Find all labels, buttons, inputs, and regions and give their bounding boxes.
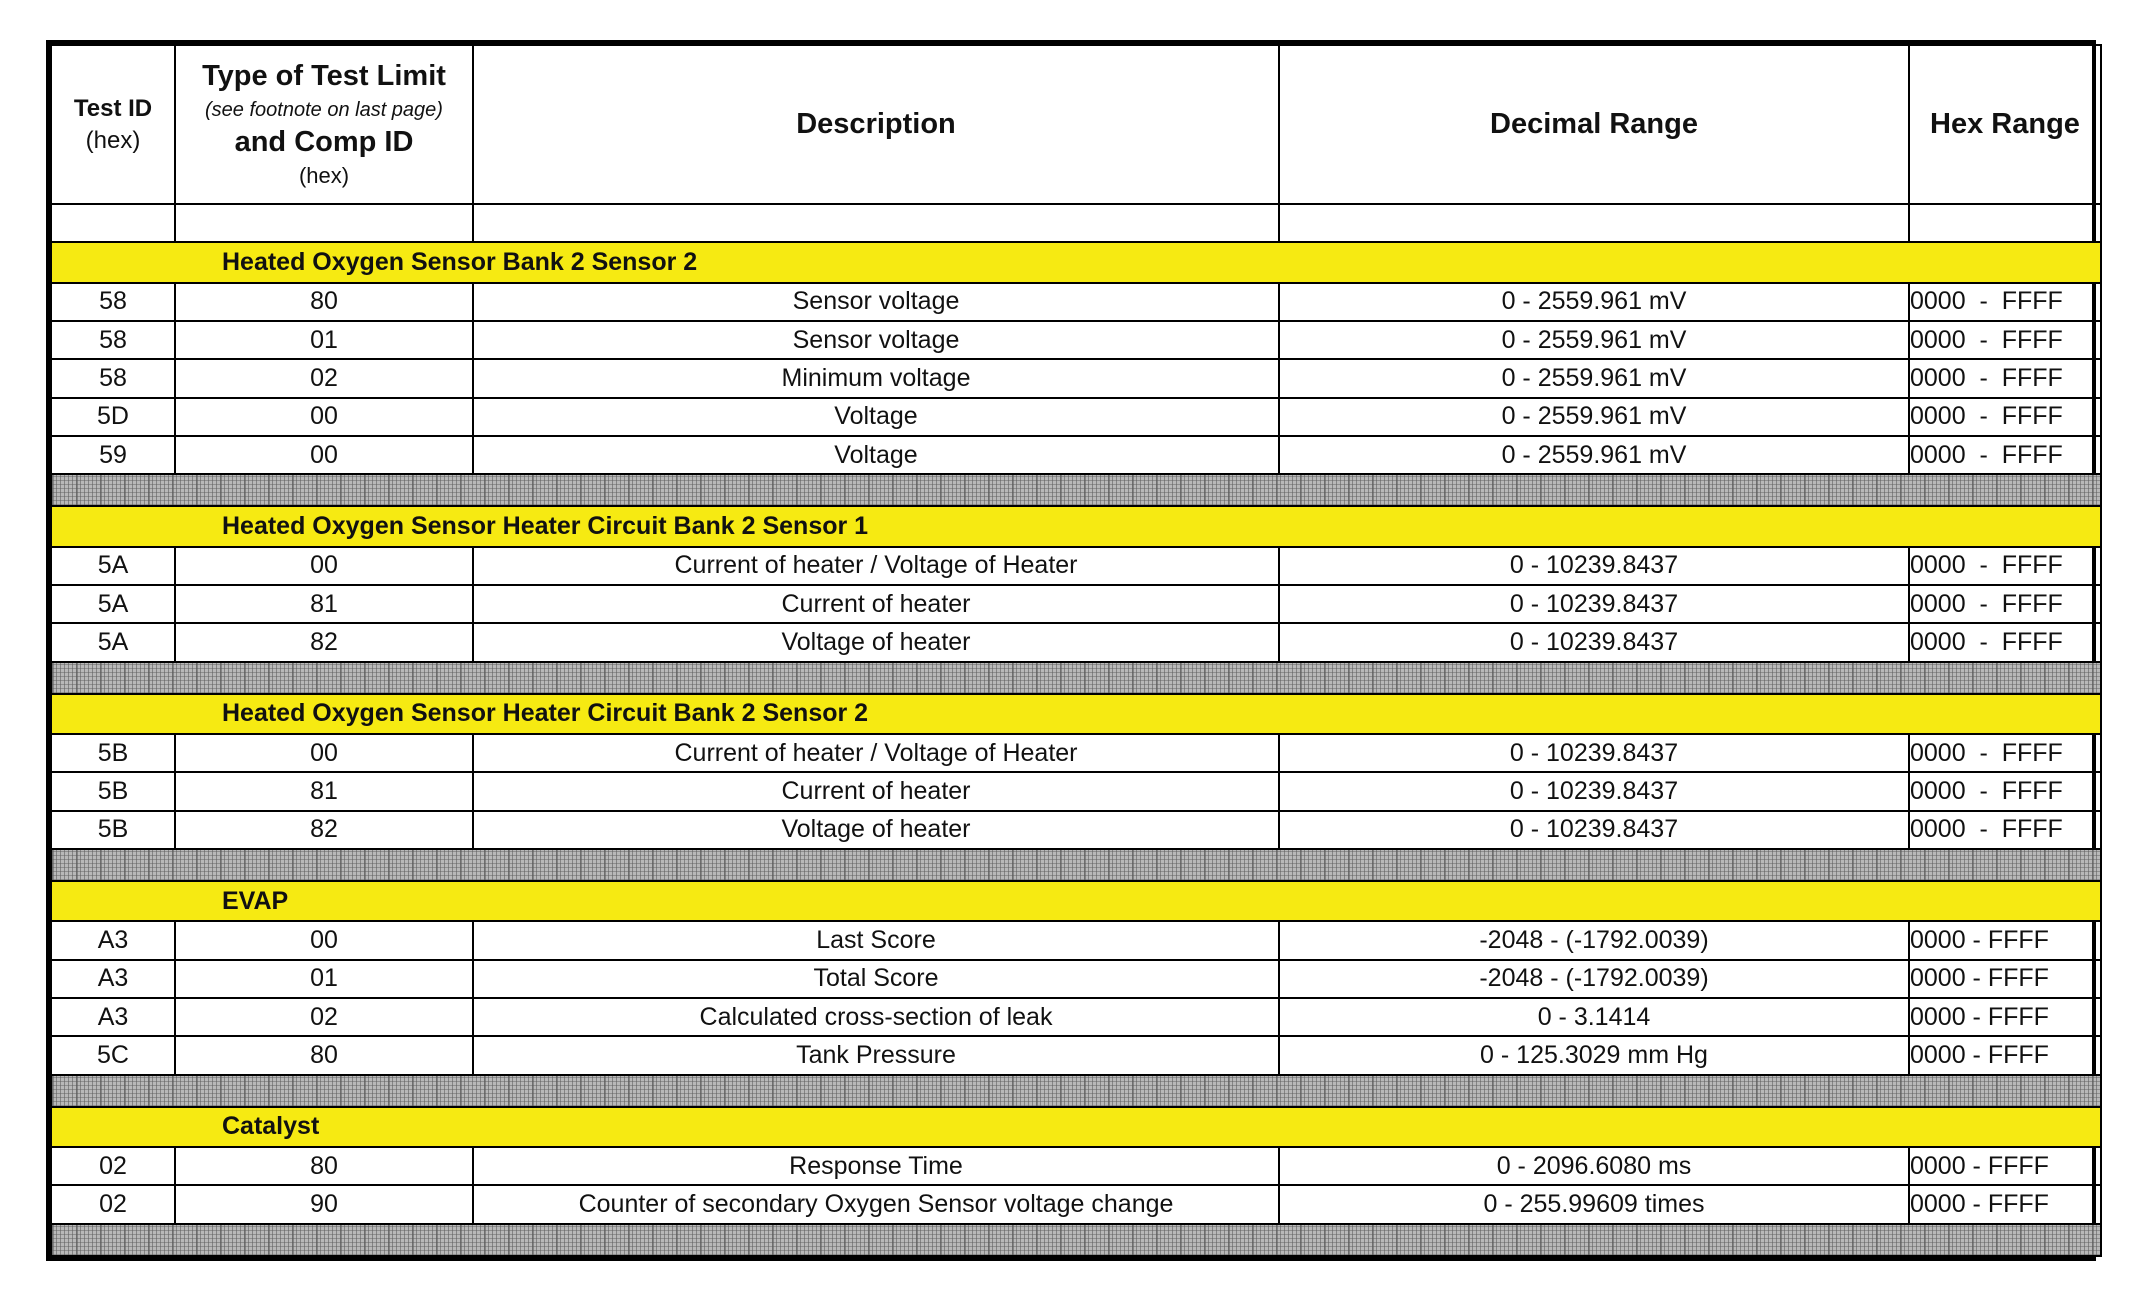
hex-range-cell: 0000 - FFFF (1909, 734, 2101, 772)
blank-cell (1279, 204, 1909, 242)
header-type-title: Type of Test Limit (202, 60, 446, 93)
comp-id-cell: 90 (175, 1185, 473, 1223)
section-title-cell (51, 242, 2101, 282)
hex-range-cell: 0000 - FFFF (1909, 283, 2101, 321)
decimal-range-cell: 0 - 10239.8437 (1279, 585, 1909, 623)
table-row (51, 811, 2101, 849)
table-row (51, 1036, 2101, 1074)
hex-range-cell: 0000 - FFFF (1909, 398, 2101, 436)
decimal-range-cell: 0 - 2559.961 mV (1279, 436, 1909, 474)
header-type-note: (see footnote on last page) (205, 99, 443, 122)
decimal-range-cell: 0 - 10239.8437 (1279, 772, 1909, 810)
hex-range-cell: 0000 - FFFF (1909, 1147, 2101, 1185)
decimal-range-cell: 0 - 3.1414 (1279, 998, 1909, 1036)
section-title-cell (51, 1107, 2101, 1147)
header-hex-range (1909, 45, 2101, 204)
decimal-range-cell: 0 - 10239.8437 (1279, 734, 1909, 772)
header-hex-range-label: Hex Range (1930, 108, 2080, 141)
hex-range-cell: 0000 - FFFF (1909, 359, 2101, 397)
description-cell: Total Score (473, 960, 1279, 998)
table-body (51, 45, 2101, 1256)
header-decimal-range (1279, 45, 1909, 204)
table-row (51, 921, 2101, 959)
header-description (473, 45, 1279, 204)
description-cell: Last Score (473, 921, 1279, 959)
section-header-row (51, 881, 2101, 921)
test-id-cell: 58 (51, 321, 175, 359)
description-cell: Response Time (473, 1147, 1279, 1185)
test-limit-sheet (46, 40, 2096, 1261)
hex-range-cell: 0000 - FFFF (1909, 998, 2101, 1036)
test-id-cell: 5B (51, 734, 175, 772)
description-cell: Current of heater (473, 585, 1279, 623)
table-row (51, 283, 2101, 321)
section-header-row (51, 694, 2101, 734)
separator-row (51, 849, 2101, 881)
test-id-cell: A3 (51, 960, 175, 998)
comp-id-cell: 00 (175, 398, 473, 436)
table-row (51, 960, 2101, 998)
hex-range-cell: 0000 - FFFF (1909, 921, 2101, 959)
description-cell: Minimum voltage (473, 359, 1279, 397)
section-title-cell (51, 881, 2101, 921)
description-cell: Current of heater / Voltage of Heater (473, 547, 1279, 585)
description-cell: Voltage of heater (473, 623, 1279, 661)
hex-range-cell: 0000 - FFFF (1909, 623, 2101, 661)
section-header-row (51, 242, 2101, 282)
header-type-comp-id (175, 45, 473, 204)
description-cell: Voltage (473, 436, 1279, 474)
section-title-cell (51, 694, 2101, 734)
section-header-row (51, 1107, 2101, 1147)
test-id-cell: 5A (51, 623, 175, 661)
hex-range-cell: 0000 - FFFF (1909, 772, 2101, 810)
comp-id-cell: 81 (175, 772, 473, 810)
section-title: Heated Oxygen Sensor Heater Circuit Bank 2 Sensor 1 (222, 512, 869, 541)
decimal-range-cell: -2048 - (-1792.0039) (1279, 960, 1909, 998)
header-test-id (51, 45, 175, 204)
test-id-cell: 58 (51, 283, 175, 321)
blank-row (51, 204, 2101, 242)
description-cell: Sensor voltage (473, 321, 1279, 359)
header-test-id-sub: (hex) (85, 126, 141, 154)
table-row (51, 436, 2101, 474)
description-cell: Tank Pressure (473, 1036, 1279, 1074)
description-cell: Current of heater / Voltage of Heater (473, 734, 1279, 772)
section-title: EVAP (222, 886, 289, 915)
separator-cell (51, 1224, 2101, 1256)
decimal-range-cell: 0 - 255.99609 times (1279, 1185, 1909, 1223)
table-row (51, 734, 2101, 772)
test-id-cell: 58 (51, 359, 175, 397)
table-row (51, 998, 2101, 1036)
comp-id-cell: 01 (175, 321, 473, 359)
table-row (51, 398, 2101, 436)
comp-id-cell: 00 (175, 547, 473, 585)
hex-range-cell: 0000 - FFFF (1909, 1185, 2101, 1223)
decimal-range-cell: 0 - 2559.961 mV (1279, 359, 1909, 397)
table-row (51, 359, 2101, 397)
comp-id-cell: 02 (175, 359, 473, 397)
comp-id-cell: 81 (175, 585, 473, 623)
comp-id-cell: 80 (175, 1036, 473, 1074)
header-description-label: Description (796, 108, 956, 141)
description-cell: Voltage (473, 398, 1279, 436)
comp-id-cell: 82 (175, 811, 473, 849)
test-id-cell: 59 (51, 436, 175, 474)
decimal-range-cell: 0 - 10239.8437 (1279, 811, 1909, 849)
decimal-range-cell: 0 - 2559.961 mV (1279, 283, 1909, 321)
test-id-cell: 5C (51, 1036, 175, 1074)
decimal-range-cell: 0 - 2559.961 mV (1279, 321, 1909, 359)
test-id-cell: 5A (51, 547, 175, 585)
separator-row (51, 1075, 2101, 1107)
hex-range-cell: 0000 - FFFF (1909, 321, 2101, 359)
description-cell: Counter of secondary Oxygen Sensor voltage change (473, 1185, 1279, 1223)
test-id-cell: 02 (51, 1185, 175, 1223)
comp-id-cell: 01 (175, 960, 473, 998)
test-id-cell: A3 (51, 998, 175, 1036)
section-header-row (51, 506, 2101, 546)
blank-cell (473, 204, 1279, 242)
separator-row (51, 1224, 2101, 1256)
decimal-range-cell: 0 - 125.3029 mm Hg (1279, 1036, 1909, 1074)
section-title: Catalyst (222, 1112, 320, 1141)
test-id-cell: 5D (51, 398, 175, 436)
header-row (51, 45, 2101, 204)
blank-cell (175, 204, 473, 242)
hex-range-cell: 0000 - FFFF (1909, 585, 2101, 623)
test-limit-table (50, 44, 2102, 1257)
hex-range-cell: 0000 - FFFF (1909, 547, 2101, 585)
header-decimal-range-label: Decimal Range (1490, 108, 1698, 141)
comp-id-cell: 80 (175, 1147, 473, 1185)
table-row (51, 547, 2101, 585)
section-title-cell (51, 506, 2101, 546)
blank-cell (51, 204, 175, 242)
description-cell: Calculated cross-section of leak (473, 998, 1279, 1036)
description-cell: Current of heater (473, 772, 1279, 810)
header-type-and: and Comp ID (234, 126, 414, 159)
test-id-cell: 5B (51, 811, 175, 849)
separator-cell (51, 662, 2101, 694)
test-id-cell: 02 (51, 1147, 175, 1185)
blank-cell (1909, 204, 2101, 242)
table-row (51, 772, 2101, 810)
table-row (51, 1147, 2101, 1185)
test-id-cell: A3 (51, 921, 175, 959)
decimal-range-cell: 0 - 10239.8437 (1279, 623, 1909, 661)
test-id-cell: 5B (51, 772, 175, 810)
separator-cell (51, 1075, 2101, 1107)
decimal-range-cell: 0 - 10239.8437 (1279, 547, 1909, 585)
decimal-range-cell: 0 - 2559.961 mV (1279, 398, 1909, 436)
comp-id-cell: 80 (175, 283, 473, 321)
header-test-id-label: Test ID (73, 94, 153, 122)
separator-cell (51, 849, 2101, 881)
description-cell: Voltage of heater (473, 811, 1279, 849)
separator-row (51, 474, 2101, 506)
decimal-range-cell: -2048 - (-1792.0039) (1279, 921, 1909, 959)
comp-id-cell: 82 (175, 623, 473, 661)
test-id-cell: 5A (51, 585, 175, 623)
section-title: Heated Oxygen Sensor Bank 2 Sensor 2 (222, 248, 698, 277)
separator-row (51, 662, 2101, 694)
comp-id-cell: 00 (175, 436, 473, 474)
table-row (51, 321, 2101, 359)
separator-cell (51, 474, 2101, 506)
comp-id-cell: 02 (175, 998, 473, 1036)
description-cell: Sensor voltage (473, 283, 1279, 321)
hex-range-cell: 0000 - FFFF (1909, 811, 2101, 849)
decimal-range-cell: 0 - 2096.6080 ms (1279, 1147, 1909, 1185)
comp-id-cell: 00 (175, 734, 473, 772)
comp-id-cell: 00 (175, 921, 473, 959)
table-row (51, 585, 2101, 623)
table-row (51, 623, 2101, 661)
header-type-sub: (hex) (298, 163, 350, 189)
hex-range-cell: 0000 - FFFF (1909, 1036, 2101, 1074)
section-title: Heated Oxygen Sensor Heater Circuit Bank 2 Sensor 2 (222, 699, 869, 728)
table-row (51, 1185, 2101, 1223)
hex-range-cell: 0000 - FFFF (1909, 436, 2101, 474)
hex-range-cell: 0000 - FFFF (1909, 960, 2101, 998)
